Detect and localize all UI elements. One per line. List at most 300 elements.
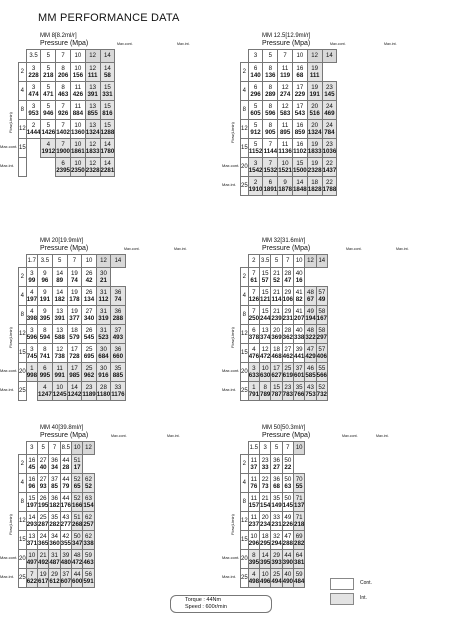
speed-value: 15 [296,160,304,167]
data-cell [72,455,83,474]
speed-value: 14 [28,514,36,521]
flow-rate-label: 12 [19,512,27,531]
flow-rate-label: 4 [241,82,249,101]
flow-rate-label: 8 [241,101,249,120]
data-cell [292,63,307,82]
flow-rate-label: 25 [19,569,27,588]
data-cell [85,101,100,120]
row-max-label: Max.int. [0,387,15,392]
torque-value: 16 [295,277,303,284]
flow-rate-label: 20 [19,363,27,382]
data-cell [41,63,56,82]
flow-rate-label: 12 [19,120,27,139]
speed-value: 36 [273,457,280,464]
legend [330,578,430,618]
data-cell [38,493,49,512]
block-title: MM 8[8.2ml/r] [40,33,77,39]
torque-value: 1833 [307,148,322,155]
speed-value: 14 [103,160,111,167]
flow-rate-label: 4 [19,82,27,101]
data-cell [41,82,56,101]
torque-value: 33 [261,464,269,471]
speed-value: 33 [273,514,280,521]
torque-value: 319 [98,315,109,322]
data-cell [26,493,37,512]
torque-value: 787 [271,391,282,398]
torque-value: 355 [60,540,71,547]
speed-value: 37 [62,571,70,578]
speed-value: 3 [31,103,36,110]
data-cell [282,474,293,493]
torque-value: 295 [260,540,271,547]
torque-value: 226 [282,521,293,528]
speed-value: 11 [281,141,289,148]
data-cell [100,158,115,177]
speed-value: 10 [56,384,64,391]
legend-cont-label: Cont. [360,580,372,586]
data-cell [248,120,263,139]
torque-value: 282 [294,540,305,547]
torque-value: 1500 [292,167,307,174]
torque-value: 239 [271,315,282,322]
speed-value: 35 [295,384,303,391]
speed-value: 37 [295,365,303,372]
torque-value: 2328 [307,167,322,174]
speed-value: 19 [311,65,319,72]
data-cell [260,550,271,569]
data-cell [282,512,293,531]
flow-rate-label: 25 [241,569,249,588]
speed-value: 62 [85,476,92,483]
corner-blank [19,442,27,455]
speed-value: 13 [89,103,97,110]
torque-value: 468 [271,353,282,360]
speed-value: 8 [268,103,273,110]
data-cell [85,139,100,158]
data-cell [260,512,271,531]
speed-value: 9 [43,289,47,296]
speed-value: 21 [39,552,47,559]
speed-value: 41 [295,308,303,315]
pressure-header: 3.5 [260,255,271,268]
table-row [19,325,126,344]
speed-value: 3 [253,160,258,167]
speed-value: 6 [253,65,258,72]
table-row [19,550,95,569]
speed-value: 22 [261,476,269,483]
data-cell [26,455,37,474]
torque-value: 55 [295,483,303,490]
data-cell [263,63,278,82]
block-title: MM 12.5[12.9ml/r] [262,33,311,39]
speed-value: 10 [74,122,82,129]
speed-value: 11 [281,122,289,129]
data-cell [316,382,327,401]
data-cell [263,101,278,120]
torque-value: 463 [57,91,69,98]
torque-value: 1102 [293,148,307,155]
speed-value: 44 [62,495,70,502]
torque-value: 96 [41,277,49,284]
torque-note [170,595,272,613]
data-cell [263,120,278,139]
torque-value: 369 [271,334,282,341]
speed-value: 6 [43,365,47,372]
speed-value: 3 [30,346,34,353]
data-cell [67,306,82,325]
torque-value: 630 [260,372,271,379]
torque-value: 277 [60,521,71,528]
torque-value: 79 [62,483,70,490]
torque-value: 1780 [100,148,115,155]
flow-axis-label: Flow(L/min) [230,121,235,143]
data-cell [26,287,37,306]
torque-value: 480 [60,559,71,566]
performance-table [240,441,305,588]
pressure-header: 2 [248,255,259,268]
torque-value: 27 [273,464,280,471]
speed-value: 12 [89,65,97,72]
flow-axis-label: Flow(L/min) [8,326,13,348]
torque-value: 257 [83,521,94,528]
speed-value: 5 [253,122,258,129]
data-cell [271,306,282,325]
speed-value: 6 [253,84,258,91]
data-cell [248,287,259,306]
data-cell [26,158,41,177]
torque-value: 17 [73,464,81,471]
speed-value: 34 [51,533,58,540]
speed-value: 23 [284,384,292,391]
torque-value: 962 [83,372,95,379]
flow-rate-label [19,158,27,177]
data-cell [67,325,82,344]
speed-value: 44 [73,571,81,578]
torque-value: 391 [54,315,65,322]
speed-value: 11 [250,457,258,464]
flow-axis-label: Flow(L/min) [8,513,13,535]
torque-value: 1833 [85,148,100,155]
speed-value: 3 [30,270,34,277]
row-max-label: Max.int. [222,387,237,392]
data-cell [70,101,85,120]
data-cell [248,82,263,101]
torque-value: 362 [282,334,293,341]
data-cell [70,139,85,158]
pressure-title: Pressure (Mpa) [262,432,311,439]
table-row [241,531,305,550]
performance-table [18,441,95,588]
data-cell [38,344,53,363]
data-cell [26,363,37,382]
torque-value: 985 [69,372,80,379]
torque-value: 695 [83,353,95,360]
speed-value: 9 [43,270,47,277]
torque-value: 182 [54,296,65,303]
data-cell [67,382,82,401]
pressure-header: 12 [305,255,316,268]
speed-value: 51 [73,514,81,521]
torque-value: 617 [38,578,49,585]
speed-value: 47 [307,346,314,353]
data-cell [83,512,94,531]
data-cell [278,139,293,158]
row-max-label: Max.int. [0,574,15,579]
speed-value: 52 [73,476,81,483]
row-max-label: Max.int. [0,163,15,168]
pressure-title: Pressure (Mpa) [40,40,89,47]
torque-value: 1900 [56,148,70,155]
data-cell [100,120,115,139]
speed-value: 29 [51,571,58,578]
table-row [19,268,126,287]
torque-value: 377 [69,315,80,322]
torque-value: 601 [294,372,305,379]
data-cell [316,287,327,306]
torque-value: 588 [54,334,65,341]
torque-value: 579 [69,334,80,341]
torque-value: 296 [248,540,260,547]
data-cell [263,82,278,101]
speed-value: 3 [30,327,34,334]
torque-value: 68 [273,483,280,490]
data-cell [82,382,96,401]
data-cell [292,120,307,139]
pressure-header: 5 [271,255,282,268]
data-cell [263,139,278,158]
data-cell [278,63,293,82]
data-cell [282,287,293,306]
data-cell [111,325,125,344]
data-cell [26,139,41,158]
torque-value: 463 [83,559,94,566]
pressure-header: 14 [111,255,125,268]
flow-rate-label: 2 [19,63,27,82]
speed-value: 48 [307,289,314,296]
torque-value: 916 [98,372,109,379]
torque-value: 282 [49,521,60,528]
speed-value: 4 [252,571,256,578]
speed-value: 8 [61,65,65,72]
flow-axis-label: Flow(L/min) [8,112,13,133]
pressure-header: 3.5 [26,50,41,63]
speed-value: 25 [85,346,93,353]
flow-rate-label: 8 [19,101,27,120]
data-cell [248,512,259,531]
speed-value: 19 [70,289,78,296]
data-cell [248,363,259,382]
torque-value: 791 [248,391,260,398]
data-cell [72,474,83,493]
speed-value: 19 [311,160,319,167]
speed-value: 43 [62,514,70,521]
data-cell [41,139,56,158]
pressure-header: 10 [82,255,96,268]
corner-blank [241,255,249,268]
speed-value: 5 [253,141,258,148]
data-cell [248,177,263,196]
speed-value: 11 [74,84,82,91]
speed-value: 11 [56,365,63,372]
torque-value: 1247 [38,391,52,398]
data-cell [248,101,263,120]
torque-value: 47 [284,277,292,284]
speed-value: 3 [31,84,36,91]
torque-value: 76 [250,483,258,490]
data-cell [260,344,271,363]
speed-value: 4 [30,289,34,296]
flow-rate-label: 25 [241,177,249,196]
data-cell [292,82,307,101]
data-cell [271,382,282,401]
torque-value: 1891 [263,186,278,193]
speed-value: 59 [295,571,303,578]
table-row [241,120,337,139]
data-cell [96,363,110,382]
speed-value: 17 [273,365,280,372]
pressure-header: 1.7 [26,255,37,268]
speed-value: 3 [31,65,36,72]
data-cell [271,569,282,588]
data-cell [260,306,271,325]
data-cell [49,474,60,493]
speed-value: 11 [281,65,289,72]
speed-value: 40 [295,270,303,277]
torque-value: 600 [72,578,83,585]
speed-value: 8 [252,552,256,559]
flow-rate-label: 15 [241,531,249,550]
speed-value: 2 [253,179,258,186]
corner-blank [19,255,27,268]
data-cell [260,474,271,493]
speed-value: 10 [281,160,289,167]
speed-value: 17 [70,346,78,353]
torque-value: 67 [307,296,314,303]
speed-value: 22 [325,179,333,186]
speed-value: 31 [100,308,107,315]
table-row [19,455,95,474]
speed-value: 14 [56,289,64,296]
torque-value: 182 [49,502,60,509]
data-cell [282,531,293,550]
data-cell [82,306,96,325]
data-cell [294,325,305,344]
torque-value: 126 [248,296,260,303]
flow-rate-label: 12 [19,325,27,344]
pressure-header: 5 [38,442,49,455]
speed-value: 8 [43,346,47,353]
flow-rate-label: 8 [19,493,27,512]
speed-value: 35 [51,514,58,521]
row-max-label: Max.cont. [0,368,18,373]
data-cell [248,344,259,363]
data-cell [322,82,337,101]
speed-value: 46 [307,365,314,372]
max-int-header: Max.int. [376,434,389,438]
pressure-header: 1.5 [248,442,259,455]
data-cell [271,325,282,344]
speed-value: 19 [70,308,78,315]
flow-rate-label: 15 [241,139,249,158]
table-row [241,63,337,82]
speed-value: 10 [261,365,269,372]
speed-value: 14 [103,141,111,148]
speed-value: 14 [70,384,78,391]
speed-value: 37 [114,327,122,334]
data-cell [96,382,110,401]
data-cell [278,120,293,139]
data-cell [282,306,293,325]
speed-value: 37 [51,476,58,483]
page-title: MM PERFORMANCE DATA [38,12,180,24]
speed-value: 20 [311,103,319,110]
data-cell [26,531,37,550]
data-cell [83,474,94,493]
data-cell [60,493,71,512]
torque-value: 293 [26,521,38,528]
torque-value: 1245 [52,391,67,398]
pressure-header: 5 [263,50,278,63]
row-max-label: Max.int. [222,182,237,187]
speed-value: 36 [51,495,58,502]
speed-value: 15 [261,289,269,296]
data-cell [38,363,53,382]
torque-value: 37 [250,464,258,471]
torque-value: 1324 [85,129,100,136]
torque-value: 197 [26,296,38,303]
table-row [19,287,126,306]
speed-value: 25 [39,514,47,521]
data-cell [111,344,125,363]
speed-value: 16 [296,122,304,129]
speed-value: 11 [250,476,258,483]
torque-value: 28 [62,464,70,471]
torque-value: 627 [271,372,282,379]
torque-value: 237 [248,521,260,528]
data-cell [322,120,337,139]
speed-value: 15 [28,495,36,502]
speed-value: 21 [273,308,280,315]
torque-value: 137 [294,502,305,509]
flow-rate-label: 12 [241,512,249,531]
data-cell [82,344,96,363]
data-cell [60,569,71,588]
data-cell [282,382,293,401]
data-cell [278,158,293,177]
data-cell [67,363,82,382]
torque-value: 121 [260,296,271,303]
data-cell [294,569,305,588]
torque-value: 154 [83,502,94,509]
torque-value: 288 [282,540,293,547]
torque-value: 287 [38,521,49,528]
data-cell [278,177,293,196]
torque-value: 176 [60,502,71,509]
torque-value: 1152 [248,148,263,155]
data-cell [60,550,71,569]
data-cell [248,139,263,158]
torque-value: 294 [271,540,282,547]
torque-value: 583 [279,110,291,117]
flow-rate-label: 20 [241,363,249,382]
data-cell [41,101,56,120]
speed-value: 39 [295,346,303,353]
speed-value: 31 [100,327,107,334]
data-cell [26,268,37,287]
data-cell [307,139,322,158]
speed-value: 26 [85,270,93,277]
torque-value: 289 [265,91,276,98]
